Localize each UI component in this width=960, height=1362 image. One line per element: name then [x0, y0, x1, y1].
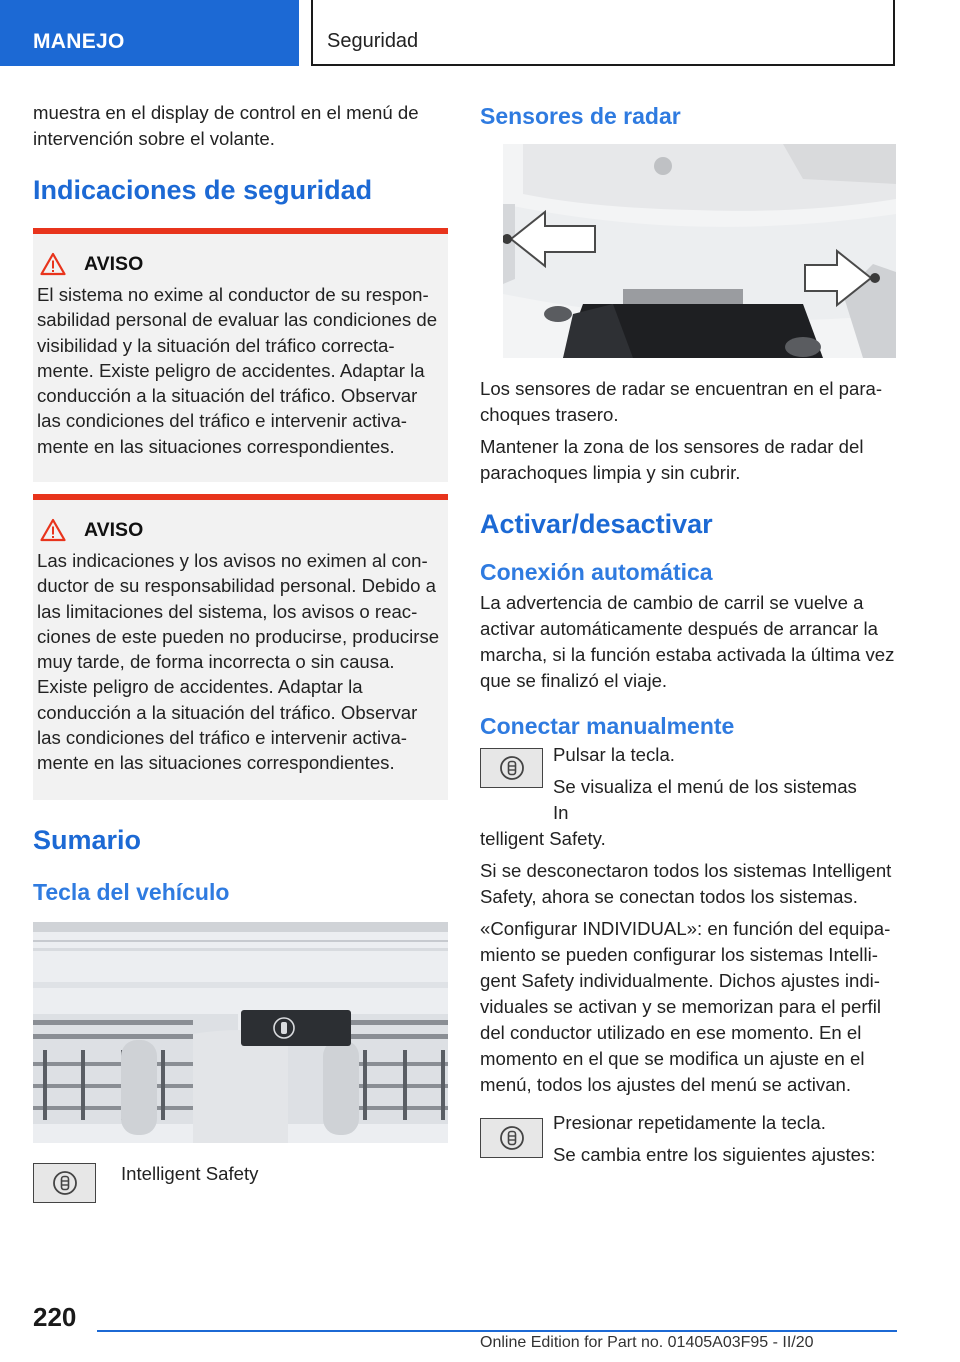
header-chapter-box: [311, 0, 895, 66]
manual-paragraph-2: «Configurar INDIVIDUAL»: en función del equipamiento se pueden configurar los sistemas Intelligent Safety individualmente. Dichos ajustes individuales se activan y se memorizan para el perfil del conductor utilizado en ese momento. En el momento en el que se modifica un ajuste en el menú, todos los ajustes del menú se activan.: [480, 918, 891, 1095]
subheading-auto-connect: Conexión automática: [480, 559, 713, 585]
warning-header: [40, 252, 444, 276]
manual-step-row: [480, 744, 896, 826]
subheading-vehicle-key: Tecla del vehículo: [33, 879, 230, 905]
radar-paragraph-2: Mantener la zona de los sensores de radar del parachoques limpia y sin cubrir.: [480, 436, 864, 483]
right-column: [480, 100, 896, 1174]
press-step-row: [480, 1112, 896, 1174]
intelligent-safety-key-icon: [480, 1118, 543, 1158]
header-chapter-label: Seguridad: [327, 30, 419, 52]
key-legend-label: Intelligent Safety: [121, 1163, 259, 1184]
intelligent-safety-key-icon: [480, 748, 543, 788]
intelligent-safety-key-icon: [33, 1163, 96, 1203]
warning-triangle-icon: [40, 518, 66, 542]
edition-note: Online Edition for Part no. 01405A03F95 - II/20: [480, 1334, 814, 1351]
heading-safety: Indicaciones de seguridad: [33, 175, 373, 205]
key-legend-row: [33, 1163, 448, 1203]
rear-bumper-illustration: [503, 144, 896, 358]
subheading-manual-connect: Conectar manualmente: [480, 713, 735, 739]
warning-header: [40, 518, 444, 542]
manual-step-1: Pulsar la tecla.: [553, 744, 675, 765]
warning-text: El sistema no exime al conductor de su responsabilidad personal de evaluar las condiciones de visibilidad y la situación del tráfico correctamente. Existe peligro de accidentes. Adaptar la conducción a la situación del tráfico. Observar las condiciones del tráfico e intervenir activamente en las situaciones correspondientes.: [37, 284, 438, 457]
heading-radar-sensors: Sensores de radar: [480, 103, 681, 129]
rear-bumper-photo: [503, 144, 896, 358]
radar-paragraph-1: Los sensores de radar se encuentran en el parachoques trasero.: [480, 378, 883, 425]
manual-paragraph-1: Si se desconectaron todos los sistemas Intelligent Safety, ahora se conectan todos los sistemas.: [480, 860, 892, 907]
header-section-label: MANEJO: [33, 30, 125, 53]
footer-divider: [97, 1330, 897, 1332]
warning-title: AVISO: [84, 518, 144, 541]
warning-text: Las indicaciones y los avisos no eximen al conductor de su responsabilidad personal. Debido a las limitaciones del sistema, los avisos o reacciones de este pueden no producirse, producirse muy tarde, de forma incorrecta o sin causa. Existe peligro de accidentes. Adaptar la conducción a la situación del tráfico. Observar las condiciones del tráfico e intervenir activamente en las situaciones correspondientes.: [37, 550, 440, 774]
dashboard-vents-illustration: [33, 922, 448, 1143]
header-section-tab: [0, 0, 299, 66]
warning-box-2: [33, 494, 448, 800]
manual-step-2: Se visualiza el menú de los sistemas In: [553, 776, 857, 823]
page-number: 220: [33, 1302, 77, 1332]
heading-summary: Sumario: [33, 825, 142, 855]
heading-activate-deactivate: Activar/desactivar: [480, 509, 713, 539]
vehicle-key-photo: [33, 922, 448, 1143]
warning-triangle-icon: [40, 252, 66, 276]
warning-box-1: [33, 228, 448, 482]
auto-connect-paragraph: La advertencia de cambio de carril se vuelve a activar automáticamente después de arrancar la marcha, si la función estaba activada la última vez que se finalizó el viaje.: [480, 592, 895, 691]
manual-step-2-continued: telligent Safety.: [480, 828, 606, 849]
warning-title: AVISO: [84, 252, 144, 275]
left-column: [33, 100, 448, 1203]
intro-paragraph: muestra en el display de control en el menú de intervención sobre el volante.: [33, 102, 419, 149]
press-step-1: Presionar repetidamente la tecla.: [553, 1112, 826, 1133]
press-step-2: Se cambia entre los siguientes ajustes:: [553, 1144, 876, 1165]
